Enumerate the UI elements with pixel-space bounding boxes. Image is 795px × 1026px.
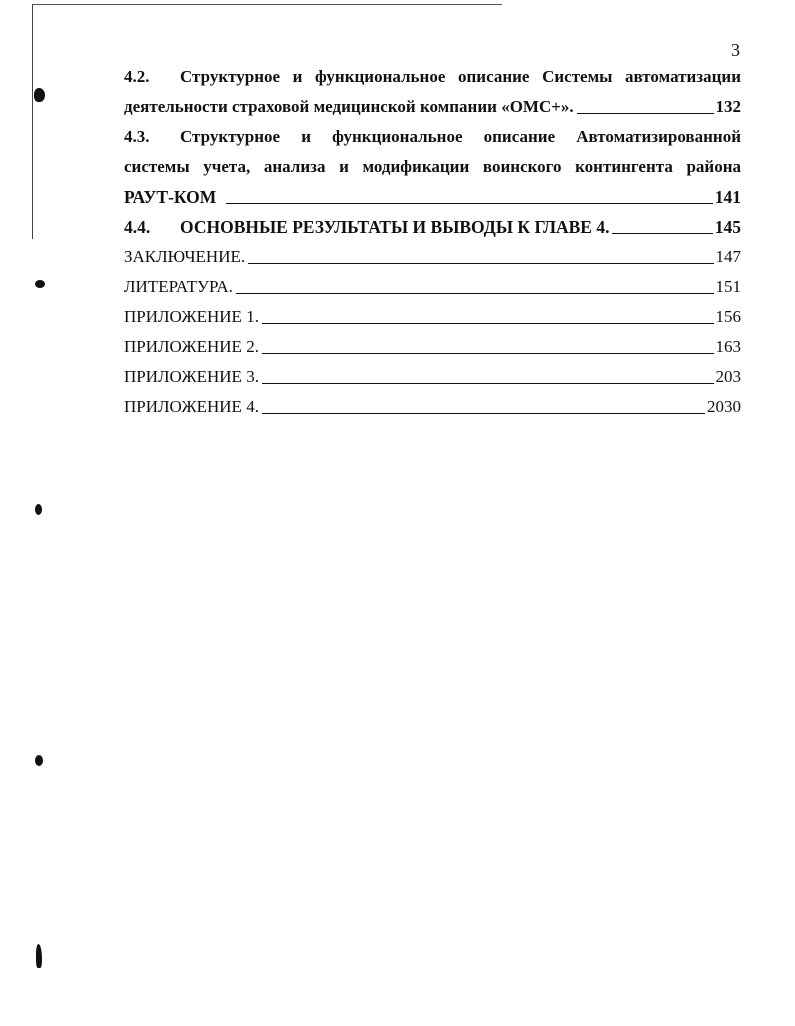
dot-leader [248,262,713,264]
scan-margin-line [32,4,33,239]
dot-leader [262,322,714,324]
dot-leader [236,292,714,294]
dot-leader [226,202,712,204]
dot-leader [577,112,714,114]
toc-entry-text: ОСНОВНЫЕ РЕЗУЛЬТАТЫ И ВЫВОДЫ К ГЛАВЕ 4. [180,217,610,237]
dot-leader [262,382,714,384]
toc-entry-number: 4.2. [124,67,150,86]
toc-entry-text: ПРИЛОЖЕНИЕ 4. [124,397,259,416]
toc-entry-4-3-line-3 [124,182,741,212]
toc-entry-4-2-line-2 [124,92,741,122]
toc-entry-page: 132 [715,97,741,116]
punch-hole-mark [36,944,42,968]
toc-entry-page: 151 [715,277,741,296]
punch-hole-mark [35,504,42,515]
dot-leader [612,232,712,234]
table-of-contents [124,62,741,422]
toc-entry-text: Структурное и функциональное описание Автоматизированной [180,127,741,146]
toc-entry-4-3-line-2 [124,152,741,182]
toc-entry-text: деятельности страховой медицинской компании «ОМС+». [124,97,574,116]
toc-entry-4-2-line-1 [124,62,741,92]
toc-entry-4-4 [124,212,741,242]
toc-entry-text: системы учета, анализа и модификации воинского контингента района [124,157,741,176]
toc-entry-conclusion [124,242,741,272]
punch-hole-mark [34,88,45,102]
toc-entry-page: 147 [715,247,741,266]
toc-entry-appendix-2 [124,332,741,362]
dot-leader [262,412,705,414]
toc-entry-page: 156 [715,307,741,326]
toc-entry-text: Структурное и функциональное описание Системы автоматизации [180,67,741,86]
dot-leader [262,352,714,354]
punch-hole-mark [35,280,45,288]
page-number: 3 [731,40,740,60]
toc-entry-text: ЗАКЛЮЧЕНИЕ. [124,247,246,266]
toc-entry-literature [124,272,741,302]
toc-entry-number: 4.3. [124,127,150,146]
toc-entry-text: РАУТ-КОМ [124,187,217,207]
toc-entry-appendix-4 [124,392,741,422]
toc-entry-text: ЛИТЕРАТУРА. [124,277,233,296]
punch-hole-mark [35,755,43,766]
toc-entry-text: ПРИЛОЖЕНИЕ 2. [124,337,259,356]
toc-entry-appendix-1 [124,302,741,332]
toc-entry-appendix-3 [124,362,741,392]
toc-entry-page: 141 [714,187,741,207]
toc-entry-4-3-line-1 [124,122,741,152]
toc-entry-number: 4.4. [124,217,151,237]
toc-entry-text: ПРИЛОЖЕНИЕ 1. [124,307,259,326]
scan-top-line [32,4,502,5]
toc-entry-page: 2030 [707,397,741,416]
toc-entry-text: ПРИЛОЖЕНИЕ 3. [124,367,259,386]
toc-entry-page: 145 [714,217,741,237]
toc-entry-page: 203 [715,367,741,386]
toc-entry-page: 163 [715,337,741,356]
